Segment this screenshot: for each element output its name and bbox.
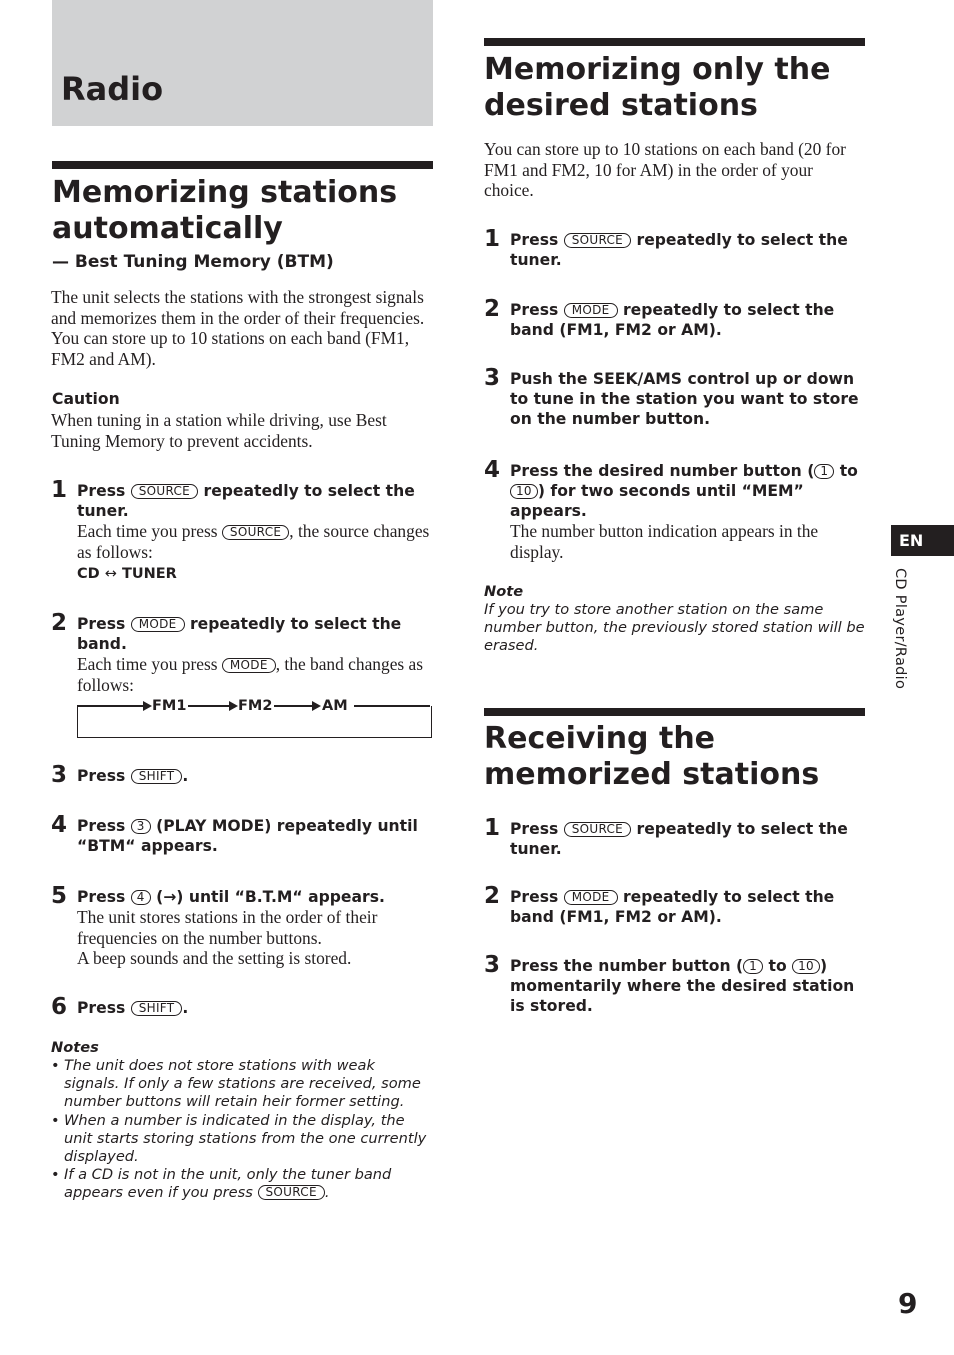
number-button-1: 1	[814, 464, 834, 479]
receiving-section-title: Receiving the memorized stations	[484, 721, 820, 792]
mode-button: MODE	[564, 303, 618, 318]
note-item: • If a CD is not in the unit, only the tuner band appears even if you press SOURCE .	[51, 1166, 434, 1202]
step-description: Each time you press MODE , the band changes as follows:	[77, 654, 424, 695]
arrow-icon	[143, 701, 152, 711]
source-button: SOURCE	[564, 233, 631, 248]
desired-step-4	[484, 457, 865, 562]
desired-intro: You can store up to 10 stations on each band (20 for FM1 and FM2, 10 for AM) in the order of your choice.	[484, 139, 846, 201]
step-number: 1	[51, 477, 68, 503]
step-description: A beep sounds and the setting is stored.	[77, 948, 352, 969]
note-text: If you try to store another station on the same number button, the previously stored station will be erased.	[484, 601, 865, 655]
step-instruction: Press SOURCE repeatedly to select the tuner.	[510, 231, 848, 269]
receiving-step-2	[484, 883, 865, 927]
step-instruction: Press 4 (→) until “B.T.M“ appears.	[77, 888, 385, 906]
language-tab: EN	[891, 525, 954, 556]
section-rule	[52, 161, 433, 169]
page-number: 9	[898, 1287, 918, 1320]
band-fm1: FM1	[152, 698, 187, 714]
desired-step-1	[484, 226, 865, 270]
step-number: 1	[484, 815, 501, 841]
step-instruction: Press SOURCE repeatedly to select the tuner.	[510, 820, 848, 858]
section-label: CD Player/Radio	[892, 568, 908, 690]
desired-step-3	[484, 365, 865, 429]
source-button: SOURCE	[222, 525, 289, 540]
step-number: 4	[51, 812, 68, 838]
step-instruction: Press MODE repeatedly to select the band.	[77, 615, 402, 653]
arrow-icon	[312, 701, 321, 711]
source-button: SOURCE	[564, 822, 631, 837]
step-description: The unit stores stations in the order of their frequencies on the number buttons.	[77, 907, 378, 948]
source-button: SOURCE	[258, 1185, 325, 1200]
step-instruction: Press MODE repeatedly to select the band (FM1, FM2 or AM).	[510, 888, 835, 926]
band-cycle	[77, 697, 432, 715]
step-number: 1	[484, 226, 501, 252]
section-rule	[484, 708, 865, 716]
mode-button: MODE	[131, 617, 185, 632]
step-number: 3	[51, 762, 68, 788]
btm-step-4	[51, 812, 433, 856]
mode-button: MODE	[222, 658, 276, 673]
step-instruction: Press the desired number button ( 1 to 10 ) for two seconds until “MEM” appears.	[510, 462, 858, 520]
step-instruction: Push the SEEK/AMS control up or down to tune in the station you want to store on the number button.	[510, 370, 859, 428]
btm-step-6	[51, 994, 433, 1020]
step-number: 2	[484, 296, 501, 322]
number-button-1: 1	[743, 959, 763, 974]
caution-text: When tuning in a station while driving, use Best Tuning Memory to prevent accidents.	[51, 410, 387, 451]
btm-step-3	[51, 762, 433, 788]
number-button-10: 10	[792, 959, 820, 974]
btm-intro: The unit selects the stations with the strongest signals and memorizes them in the order of their frequencies. You can store up to 10 stations on each band (FM1, FM2 and AM).	[51, 287, 425, 369]
shift-button: SHIFT	[131, 1001, 183, 1016]
note-heading: Note	[484, 583, 524, 600]
section-rule	[484, 38, 865, 46]
btm-subtitle: — Best Tuning Memory (BTM)	[52, 252, 334, 272]
desired-section-title: Memorizing only the desired stations	[484, 52, 831, 123]
number-button-3: 3	[131, 819, 151, 834]
step-number: 5	[51, 883, 68, 909]
step-number: 3	[484, 365, 501, 391]
band-am: AM	[322, 698, 348, 714]
number-button-10: 10	[510, 484, 538, 499]
note-item: • When a number is indicated in the display, the unit starts storing stations from the one currently displayed.	[51, 1112, 434, 1167]
step-number: 3	[484, 952, 501, 978]
band-fm2: FM2	[238, 698, 273, 714]
receiving-step-1	[484, 815, 865, 859]
note-item: • The unit does not store stations with weak signals. If only a few stations are received, some number buttons will retain heir former setting.	[51, 1057, 434, 1112]
receiving-step-3	[484, 952, 865, 1016]
step-instruction: Press SOURCE repeatedly to select the tuner.	[77, 482, 415, 520]
caution-heading: Caution	[52, 390, 120, 408]
number-button-4: 4	[131, 890, 151, 905]
step-instruction: Press MODE repeatedly to select the band (FM1, FM2 or AM).	[510, 301, 835, 339]
step-instruction: Press SHIFT .	[77, 999, 189, 1017]
step-number: 2	[51, 610, 68, 636]
page-title: Radio	[61, 70, 164, 108]
source-cycle: CD ↔ TUNER	[77, 566, 177, 583]
step-description: Each time you press SOURCE , the source changes as follows:	[77, 521, 430, 562]
source-button: SOURCE	[131, 484, 198, 499]
step-description: The number button indication appears in the display.	[510, 521, 819, 562]
arrow-icon	[229, 701, 238, 711]
step-number: 2	[484, 883, 501, 909]
btm-step-1	[51, 477, 433, 584]
step-instruction: Press 3 (PLAY MODE) repeatedly until “BTM“ appears.	[77, 817, 418, 855]
notes-heading: Notes	[51, 1039, 99, 1056]
step-instruction: Press SHIFT .	[77, 767, 189, 785]
desired-step-2	[484, 296, 865, 340]
btm-step-5	[51, 883, 433, 969]
shift-button: SHIFT	[131, 769, 183, 784]
btm-section-title: Memorizing stations automatically	[52, 175, 398, 246]
step-instruction: Press the number button ( 1 to 10 ) momentarily where the desired station is stored.	[510, 957, 855, 1015]
mode-button: MODE	[564, 890, 618, 905]
btm-step-2	[51, 610, 433, 695]
right-arrow-icon: (→)	[156, 888, 184, 906]
step-number: 6	[51, 994, 68, 1020]
notes-list	[51, 1057, 434, 1203]
step-number: 4	[484, 457, 501, 483]
